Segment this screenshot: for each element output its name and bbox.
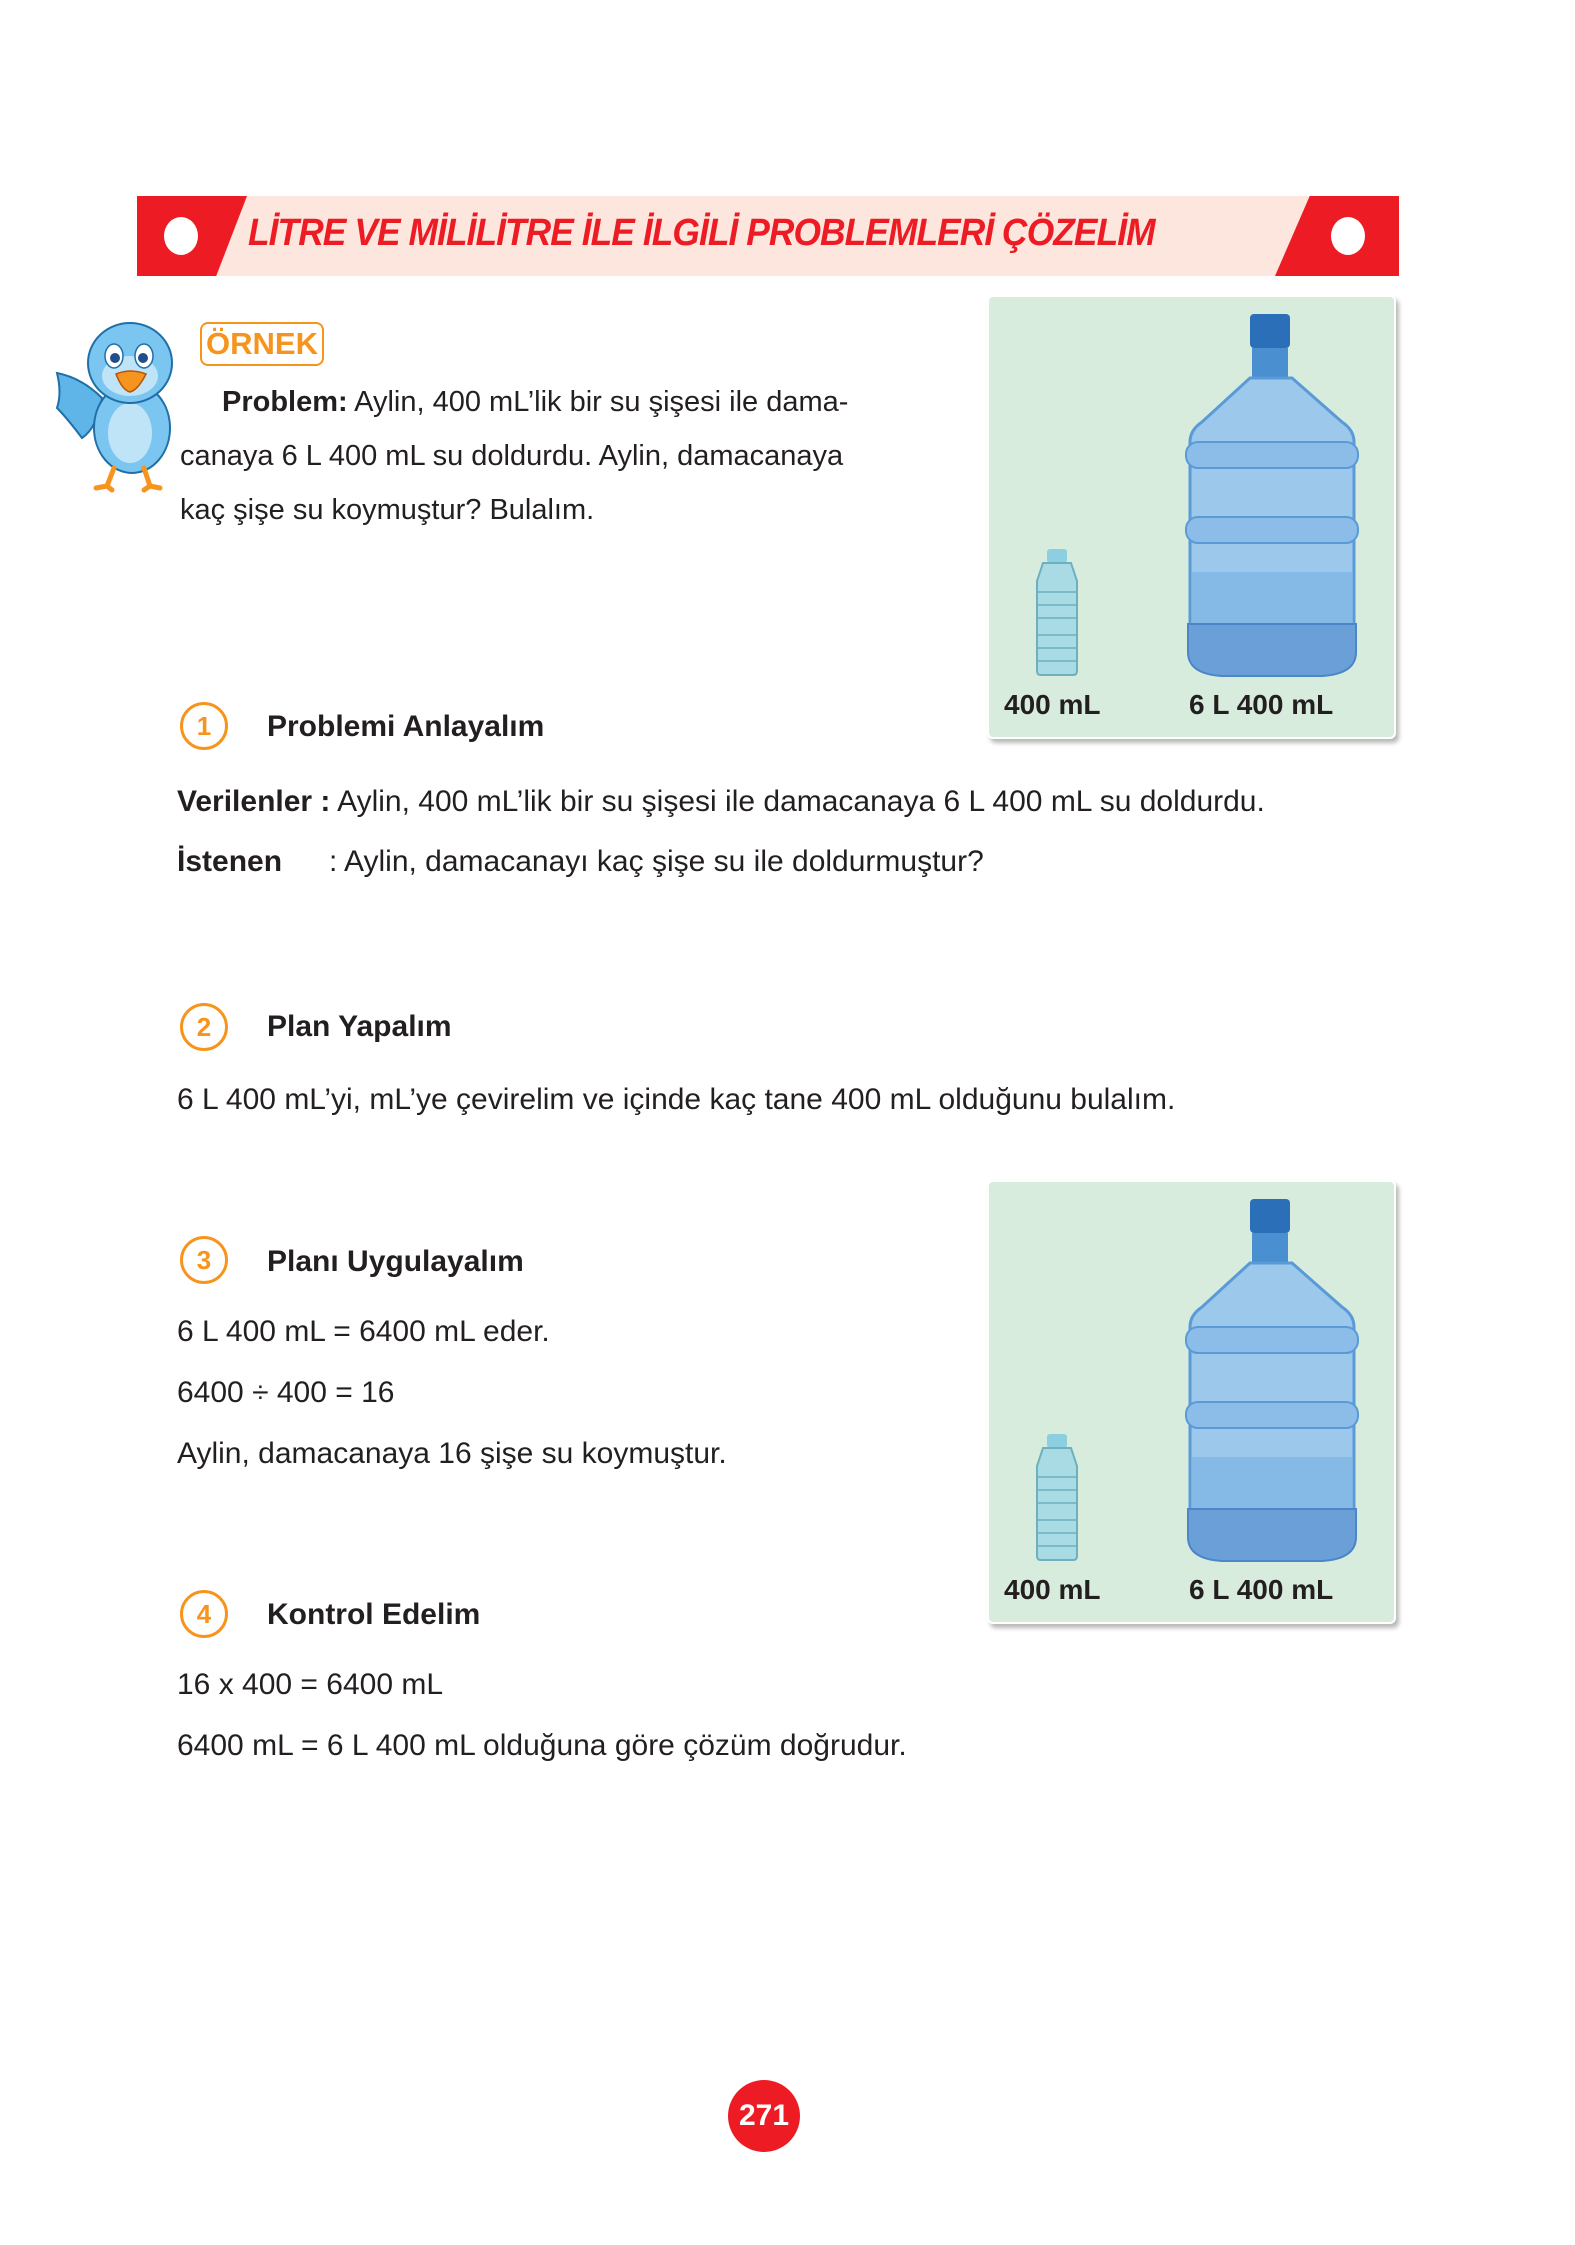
apply-line-3: Aylin, damacanaya 16 şişe su koymuştur. xyxy=(177,1437,727,1470)
problem-line-3: kaç şişe su koymuştur? Bulalım. xyxy=(180,494,595,526)
given-line xyxy=(177,785,1265,819)
check-line-1: 16 x 400 = 6400 mL xyxy=(177,1668,444,1701)
example-badge: ÖRNEK xyxy=(200,322,324,366)
given-text: Aylin, 400 mL’lik bir su şişesi ile damacanaya 6 L 400 mL su doldurdu. xyxy=(330,785,1265,818)
small-bottle-label: 400 mL xyxy=(1004,1574,1101,1605)
problem-statement xyxy=(180,375,960,537)
banner-right-dot-icon xyxy=(1331,217,1365,255)
page-number: 271 xyxy=(728,2080,800,2152)
plan-line: 6 L 400 mL’yi, mL’ye çevirelim ve içinde kaç tane 400 mL olduğunu bulalım. xyxy=(177,1083,1176,1116)
jug-label: 6 L 400 mL xyxy=(1189,1574,1334,1605)
bottles-illustration-panel-2 xyxy=(987,1180,1396,1624)
asked-text: : Aylin, damacanayı kaç şişe su ile doldurmuştur? xyxy=(329,845,984,878)
problem-line-2: canaya 6 L 400 mL su doldurdu. Aylin, damacanaya xyxy=(180,440,844,472)
banner-left-dot-icon xyxy=(164,217,198,255)
step-2-title: Plan Yapalım xyxy=(267,1010,452,1043)
small-water-bottle-icon xyxy=(1029,1432,1085,1562)
problem-line-1: Aylin, 400 mL’lik bir su şişesi ile dama- xyxy=(347,386,849,418)
bird-mascot-icon xyxy=(52,318,192,493)
step-2-number: 2 xyxy=(180,1003,228,1051)
apply-line-2: 6400 ÷ 400 = 16 xyxy=(177,1376,395,1409)
water-jug-icon xyxy=(1172,1197,1372,1567)
step-1-number: 1 xyxy=(180,702,228,750)
jug-label: 6 L 400 mL xyxy=(1189,689,1334,720)
page-title: LİTRE VE MİLİLİTRE İLE İLGİLİ PROBLEMLERİ ÇÖZELİM xyxy=(248,212,1155,254)
step-4-title: Kontrol Edelim xyxy=(267,1598,481,1631)
small-water-bottle-icon xyxy=(1029,547,1085,677)
step-4-number: 4 xyxy=(180,1590,228,1638)
apply-line-1: 6 L 400 mL = 6400 mL eder. xyxy=(177,1315,550,1348)
small-bottle-label: 400 mL xyxy=(1004,689,1101,720)
step-3-number: 3 xyxy=(180,1236,228,1284)
asked-label: İstenen xyxy=(177,845,283,878)
water-jug-icon xyxy=(1172,312,1372,682)
given-label: Verilenler : xyxy=(177,785,331,818)
bottles-illustration-panel xyxy=(987,295,1396,739)
step-3-title: Planı Uygulayalım xyxy=(267,1245,524,1278)
check-line-2: 6400 mL = 6 L 400 mL olduğuna göre çözüm doğrudur. xyxy=(177,1729,907,1762)
asked-line xyxy=(177,845,984,879)
step-1-title: Problemi Anlayalım xyxy=(267,710,545,743)
problem-label: Problem: xyxy=(222,386,348,418)
